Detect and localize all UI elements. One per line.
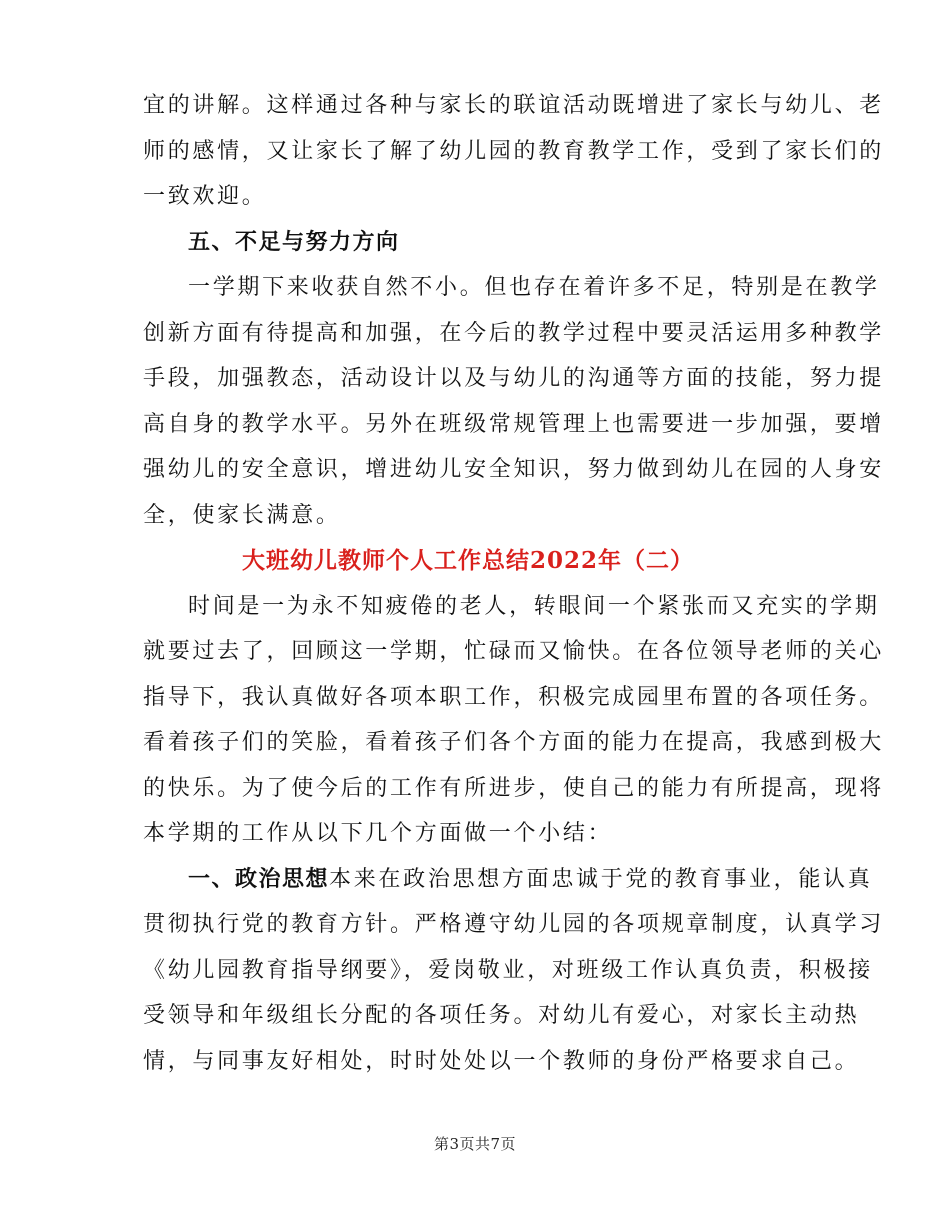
paragraph-line: 一致欢迎。 <box>143 184 267 209</box>
paragraph-line: 的快乐。为了使今后的工作有所进步，使自己的能力有所提高，现将 <box>143 775 885 801</box>
paragraph-line: 时间是一为永不知疲倦的老人，转眼间一个紧张而又充实的学期 <box>188 593 880 619</box>
paragraph-line: 《幼儿园教育指导纲要》，爱岗敬业，对班级工作认真负责，积极接 <box>143 957 874 983</box>
paragraph-line: 受领导和年级组长分配的各项任务。对幼儿有爱心，对家长主动热 <box>143 1003 860 1028</box>
paragraph-line: 指导下，我认真做好各项本职工作，积极完成园里布置的各项任务。 <box>143 684 885 710</box>
paragraph-line: 看着孩子们的笑脸，看着孩子们各个方面的能力在提高，我感到极大 <box>143 730 885 755</box>
paragraph-line: 全，使家长满意。 <box>143 502 341 528</box>
paragraph-line: 本学期的工作从以下几个方面做一个小结： <box>143 821 613 846</box>
paragraph-line: 一学期下来收获自然不小。但也存在着许多不足，特别是在教学 <box>188 275 880 300</box>
paragraph-line: 宜的讲解。这样通过各种与家长的联谊活动既增进了家长与幼儿、老 <box>143 93 885 118</box>
section-heading-5: 五、不足与努力方向 <box>188 228 400 255</box>
page-number: 第3页共7页 <box>433 1135 517 1153</box>
paragraph-line: 创新方面有待提高和加强，在今后的教学过程中要灵活运用多种教学 <box>143 320 885 346</box>
paragraph-line: 情，与同事友好相处，时时处处以一个教师的身份严格要求自己。 <box>143 1048 860 1074</box>
section-heading-1: 一、政治思想 <box>188 865 330 892</box>
paragraph-line: 师的感情，又让家长了解了幼儿园的教育教学工作，受到了家长们的 <box>143 138 885 164</box>
paragraph-line: 就要过去了，回顾这一学期，忙碌而又愉快。在各位领导老师的关心 <box>143 639 885 664</box>
paragraph-line: 贯彻执行党的教育方针。严格遵守幼儿园的各项规章制度，认真学习 <box>143 912 885 937</box>
paragraph-line: 高自身的教学水平。另外在班级常规管理上也需要进一步加强，要增 <box>143 411 885 437</box>
document-title: 大班幼儿教师个人工作总结2022年（二） <box>241 547 694 574</box>
section-1-first-line <box>143 857 873 903</box>
paragraph-line: 手段，加强教态，活动设计以及与幼儿的沟通等方面的技能，努力提 <box>143 366 885 391</box>
section-1-first-line-text: 本来在政治思想方面忠诚于党的教育事业，能认真 <box>329 866 873 892</box>
document-body <box>143 83 885 1084</box>
paragraph-line: 强幼儿的安全意识，增进幼儿安全知识，努力做到幼儿在园的人身安 <box>143 457 885 482</box>
